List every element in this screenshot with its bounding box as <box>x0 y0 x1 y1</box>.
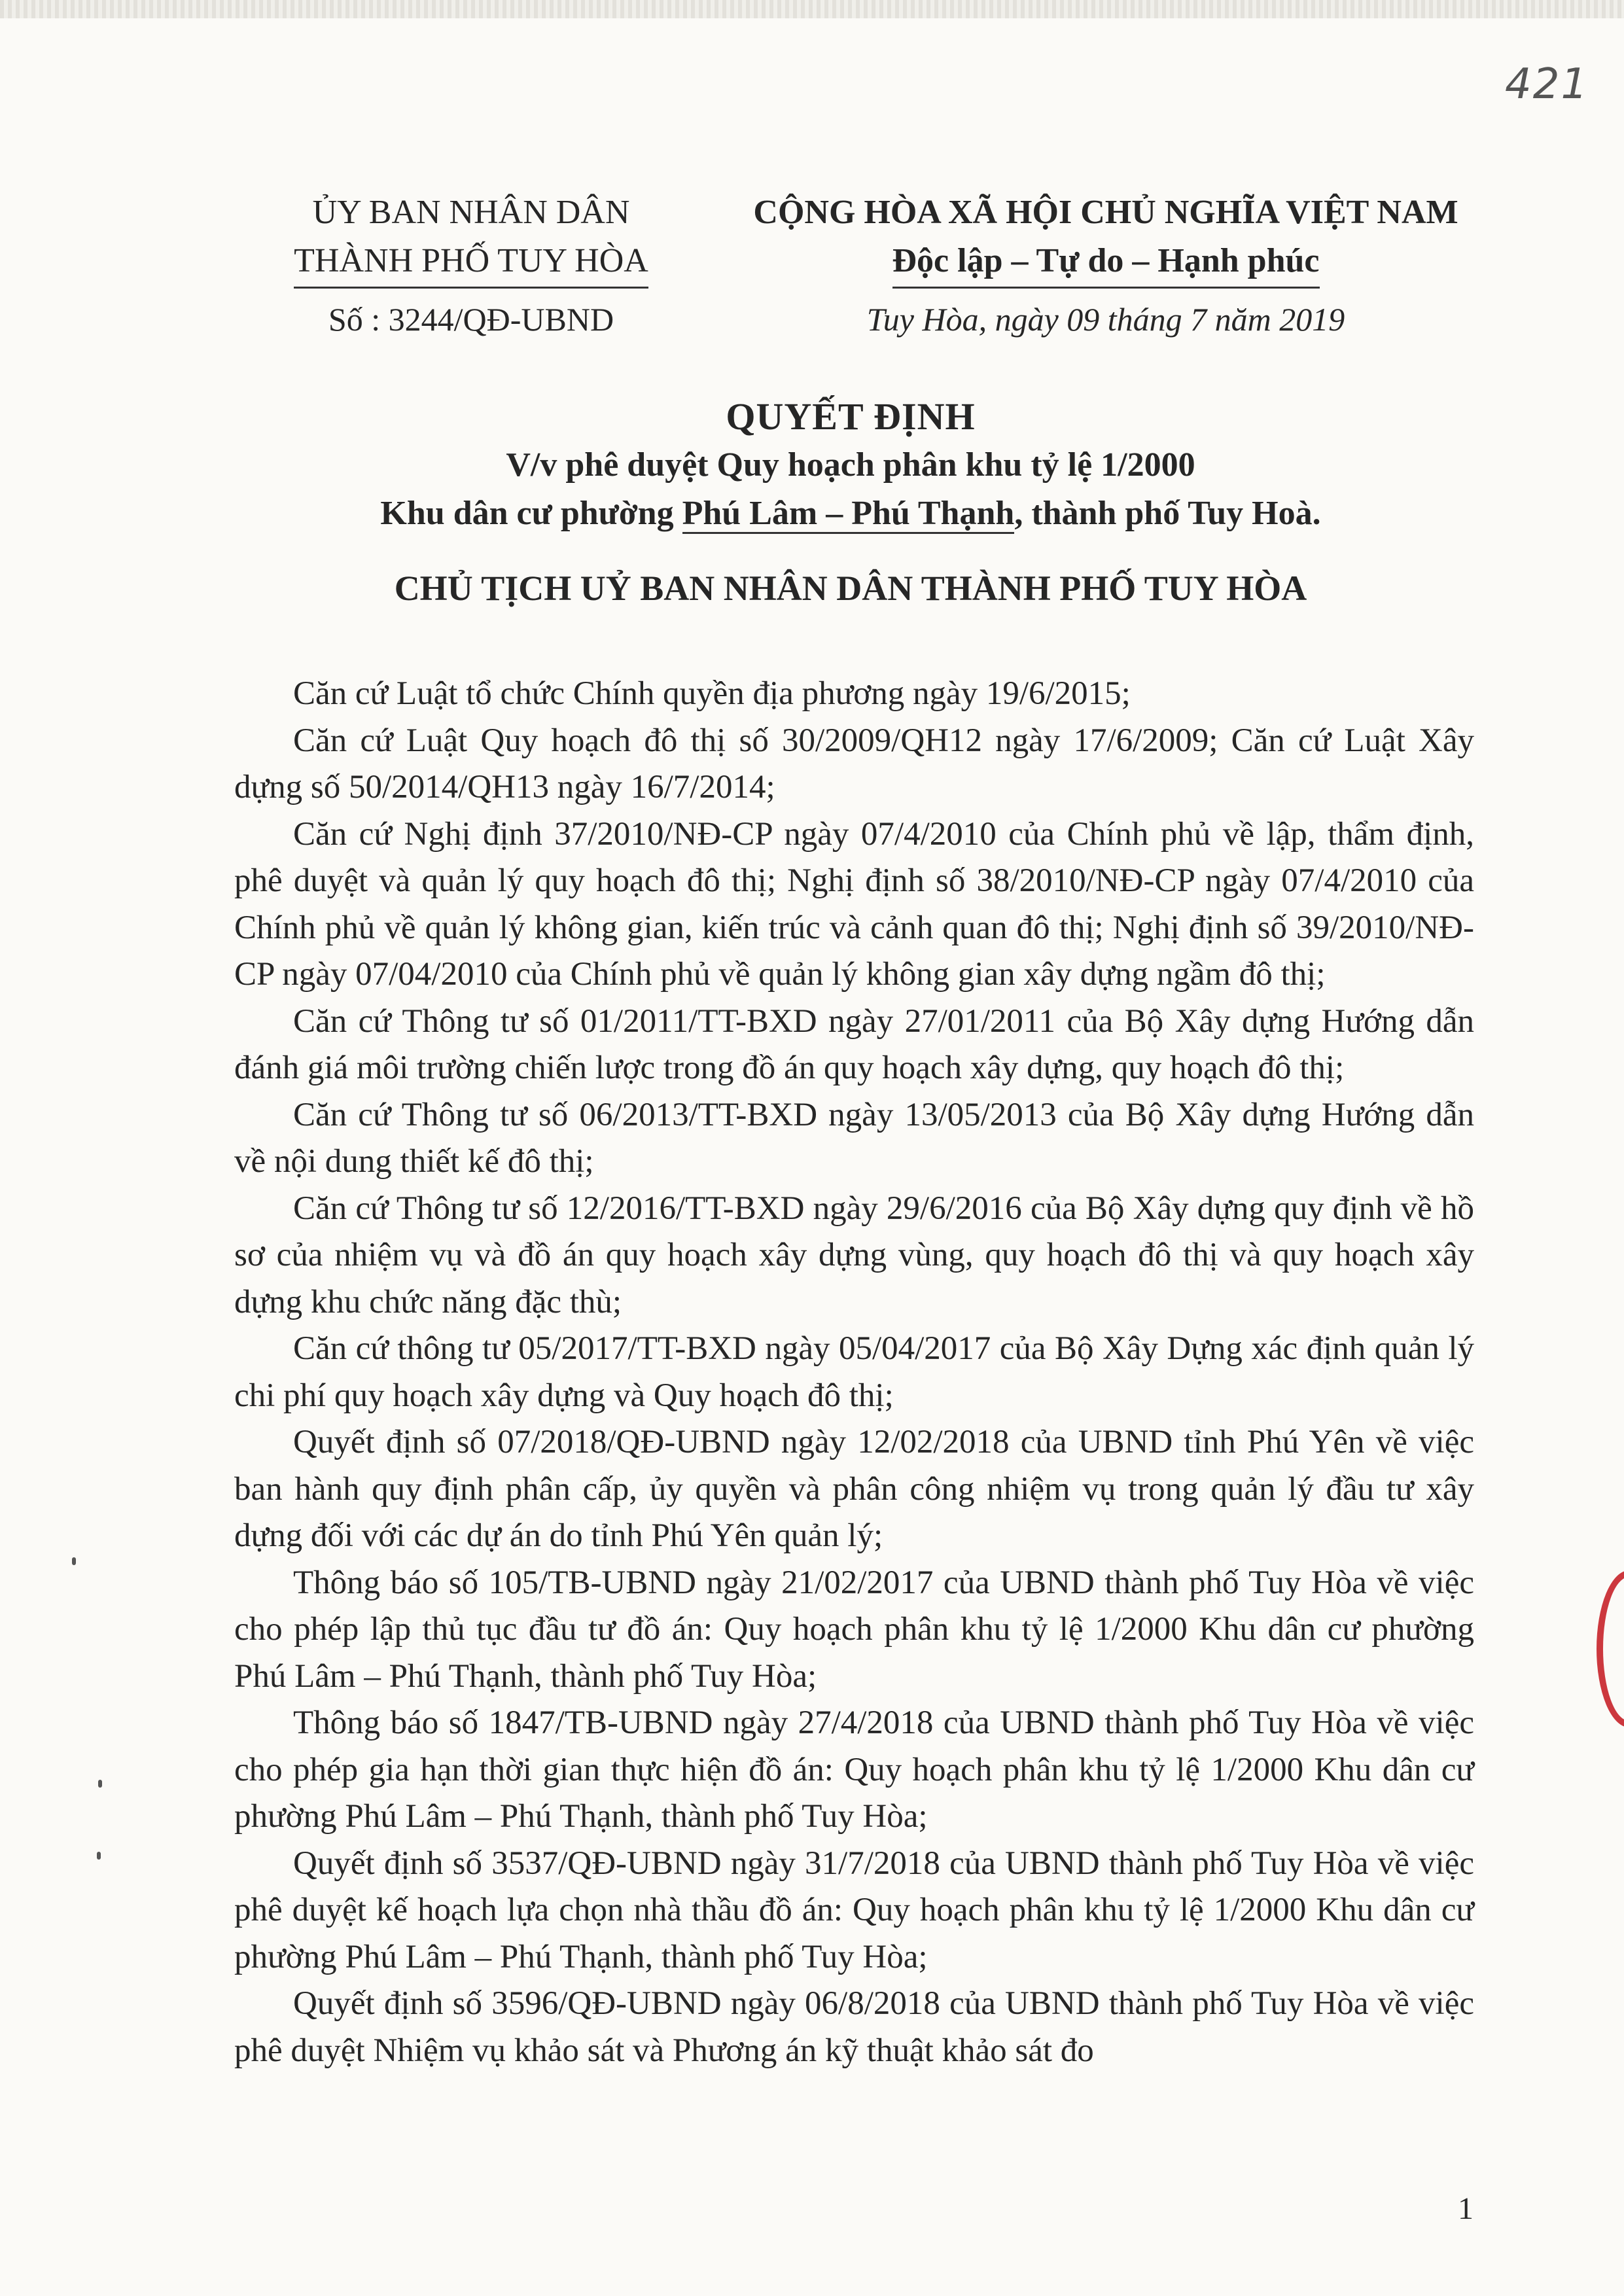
paragraph: Căn cứ thông tư 05/2017/TT-BXD ngày 05/04/2017 của Bộ Xây Dựng xác định quản lý chi phí quy hoạch xây dựng và Quy hoạch đô thị; <box>234 1330 1474 1414</box>
paragraph: Căn cứ Nghị định 37/2010/NĐ-CP ngày 07/4/2010 của Chính phủ về lập, thẩm định, phê duyệt và quản lý quy hoạch đô thị; Nghị định số 38/2010/NĐ-CP ngày 07/4/2010 của Chính phủ về quản lý không gian, kiến trúc và cảnh quan đô thị; Nghị định số 39/2010/NĐ-CP ngày 07/04/2010 của Chính phủ về quản lý không gian xây dựng ngầm đô thị; <box>234 815 1474 993</box>
subject-line2-prefix: Khu dân cư phường <box>380 495 682 532</box>
place-and-date: Tuy Hòa, ngày 09 tháng 7 năm 2019 <box>866 301 1345 338</box>
subject-location-underlined: Phú Lâm – Phú Thạnh <box>682 495 1015 534</box>
agency-name-line2: THÀNH PHỐ TUY HÒA <box>294 237 648 289</box>
document-number: Số : 3244/QĐ-UBND <box>328 301 614 338</box>
national-motto-block <box>707 188 1505 344</box>
scan-edge <box>0 0 1624 18</box>
agency-name-line1: ỦY BAN NHÂN DÂN <box>312 194 630 231</box>
scan-speck <box>97 1852 101 1860</box>
document-type: QUYẾT ĐỊNH <box>726 395 976 438</box>
paragraph: Quyết định số 3537/QĐ-UBND ngày 31/7/2018 của UBND thành phố Tuy Hòa về việc phê duyệt kế hoạch lựa chọn nhà thầu đồ án: Quy hoạch phân khu tỷ lệ 1/2000 Khu dân cư phường Phú Lâm – Phú Thạnh, thành phố Tuy Hòa; <box>234 1845 1474 1975</box>
red-seal-stamp-edge <box>1597 1570 1624 1727</box>
subject-line2 <box>236 489 1466 538</box>
scan-speck <box>72 1557 76 1565</box>
issuing-authority: CHỦ TỊCH UỶ BAN NHÂN DÂN THÀNH PHỐ TUY HÒA <box>394 569 1307 608</box>
subject-line2-suffix: , thành phố Tuy Hoà. <box>1014 495 1321 532</box>
paragraph: Căn cứ Thông tư số 01/2011/TT-BXD ngày 27/01/2011 của Bộ Xây dựng Hướng dẫn đánh giá môi trường chiến lược trong đồ án quy hoạch xây dựng, quy hoạch đô thị; <box>234 1002 1474 1086</box>
paragraph: Thông báo số 1847/TB-UBND ngày 27/4/2018 của UBND thành phố Tuy Hòa về việc cho phép gia hạn thời gian thực hiện đồ án: Quy hoạch phân khu tỷ lệ 1/2000 Khu dân cư phường Phú Lâm – Phú Thạnh, thành phố Tuy Hòa; <box>234 1704 1474 1835</box>
paragraph: Căn cứ Thông tư số 06/2013/TT-BXD ngày 13/05/2013 của Bộ Xây dựng Hướng dẫn về nội dung thiết kế đô thị; <box>234 1096 1474 1180</box>
national-motto: Độc lập – Tự do – Hạnh phúc <box>892 237 1320 289</box>
decision-title-block <box>236 393 1466 612</box>
paragraph: Căn cứ Luật tổ chức Chính quyền địa phương ngày 19/6/2015; <box>293 675 1131 712</box>
paragraph: Căn cứ Luật Quy hoạch đô thị số 30/2009/QH12 ngày 17/6/2009; Căn cứ Luật Xây dựng số 50/2014/QH13 ngày 16/7/2014; <box>234 722 1474 805</box>
paragraph: Thông báo số 105/TB-UBND ngày 21/02/2017 của UBND thành phố Tuy Hòa về việc cho phép lập thủ tục đầu tư đồ án: Quy hoạch phân khu tỷ lệ 1/2000 Khu dân cư phường Phú Lâm – Phú Thạnh, thành phố Tuy Hòa; <box>234 1564 1474 1695</box>
page-number: 1 <box>1458 2191 1474 2226</box>
paragraph: Căn cứ Thông tư số 12/2016/TT-BXD ngày 29/6/2016 của Bộ Xây dựng quy định về hồ sơ của nhiệm vụ và đồ án quy hoạch xây dựng vùng, quy hoạch đô thị và quy hoạch xây dựng khu chức năng đặc thù; <box>234 1190 1474 1320</box>
issuing-agency-block <box>236 188 707 344</box>
paragraph: Quyết định số 07/2018/QĐ-UBND ngày 12/02/2018 của UBND tỉnh Phú Yên về việc ban hành quy định phân cấp, ủy quyền và phân công nhiệm vụ trong quản lý đầu tư xây dựng đối với các dự án do tỉnh Phú Yên quản lý; <box>234 1424 1474 1554</box>
national-title: CỘNG HÒA XÃ HỘI CHỦ NGHĨA VIỆT NAM <box>753 194 1458 231</box>
legal-basis-body <box>234 671 1474 2074</box>
subject-line1: V/v phê duyệt Quy hoạch phân khu tỷ lệ 1/2000 <box>506 446 1195 484</box>
paragraph: Quyết định số 3596/QĐ-UBND ngày 06/8/2018 của UBND thành phố Tuy Hòa về việc phê duyệt Nhiệm vụ khảo sát và Phương án kỹ thuật khảo sát đo <box>234 1985 1474 2069</box>
handwritten-page-note: 421 <box>1505 60 1589 109</box>
scan-speck <box>98 1780 102 1788</box>
